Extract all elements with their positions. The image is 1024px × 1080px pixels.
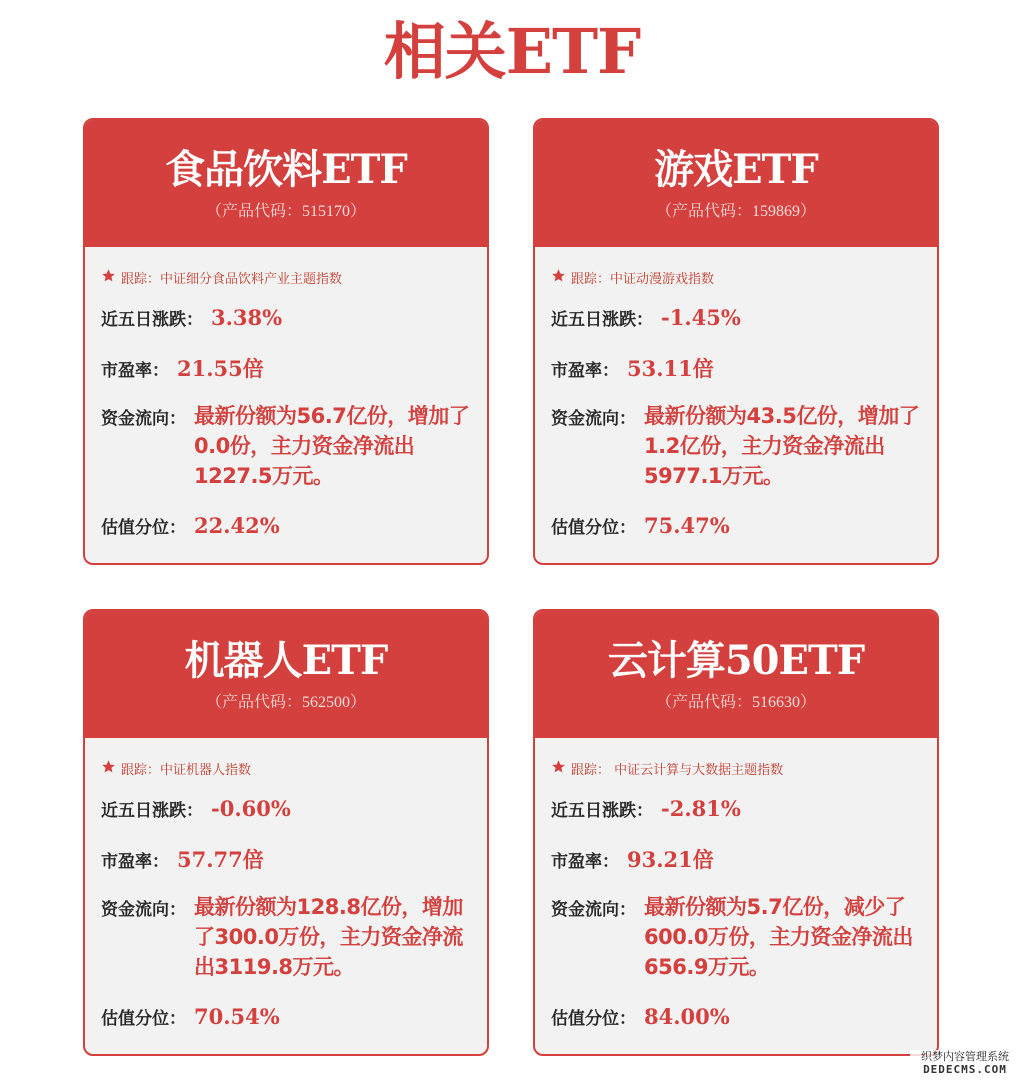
tracking-index-name: 中证动漫游戏指数 [610,271,715,287]
fund-flow-row [551,401,921,493]
five-day-change-value: -2.81% [661,796,741,821]
fund-flow-value: 最新份额为56.7亿份，增加了0.0份，主力资金净流出1227.5万元。 [194,404,470,488]
valuation-percentile-label: 估值分位： [101,1009,186,1029]
five-day-change-label: 近五日涨跌： [101,801,203,821]
star-icon [551,759,566,774]
fund-flow-value: 最新份额为5.7亿份，减少了600.0万份，主力资金净流出656.9万元。 [644,895,913,979]
pe-ratio-value: 57.77倍 [177,847,264,872]
card-body [85,738,487,1038]
pe-ratio-row [551,353,921,387]
card-header [535,120,937,247]
five-day-change-label: 近五日涨跌： [551,310,653,330]
card-header [85,120,487,247]
pe-ratio-label: 市盈率： [101,361,169,381]
fund-flow-row [551,892,921,984]
card-title: 机器人ETF [184,637,388,684]
star-icon [101,759,116,774]
fund-flow-value: 最新份额为43.5亿份，增加了1.2亿份，主力资金净流出5977.1万元。 [644,404,920,488]
watermark-title: 织梦内容管理系统 [921,1050,1009,1063]
card-header [85,611,487,738]
card-body [535,247,937,547]
five-day-change-value: -0.60% [211,796,291,821]
tracking-index [101,265,471,289]
tracking-index-name: 中证云计算与大数据主题指数 [610,762,784,778]
five-day-change-value: 3.38% [211,305,283,330]
tracking-label: 跟踪： [121,762,161,778]
pe-ratio-label: 市盈率： [551,361,619,381]
card-header [535,611,937,738]
five-day-change-row [101,796,471,830]
tracking-label: 跟踪： [571,762,611,778]
pe-ratio-row [551,844,921,878]
valuation-percentile-value: 22.42% [194,513,280,538]
pe-ratio-label: 市盈率： [101,852,169,872]
five-day-change-row [551,796,921,830]
tracking-label: 跟踪： [571,271,611,287]
five-day-change-value: -1.45% [661,305,741,330]
tracking-label: 跟踪： [121,271,161,287]
card-title: 游戏ETF [654,146,818,193]
fund-flow-row [101,401,471,493]
valuation-percentile-row [551,513,921,547]
valuation-percentile-row [101,1004,471,1038]
card-title: 食品饮料ETF [165,146,407,193]
valuation-percentile-label: 估值分位： [101,518,186,538]
valuation-percentile-value: 75.47% [644,513,730,538]
tracking-index [101,756,471,780]
valuation-percentile-value: 84.00% [644,1004,730,1029]
pe-ratio-row [101,353,471,387]
tracking-index [551,265,921,289]
tracking-index-name: 中证细分食品饮料产业主题指数 [160,271,343,287]
etf-card-food-beverage [83,118,489,565]
pe-ratio-label: 市盈率： [551,852,619,872]
card-body [85,247,487,547]
valuation-percentile-label: 估值分位： [551,1009,636,1029]
fund-flow-value: 最新份额为128.8亿份，增加了300.0万份，主力资金净流出3119.8万元。 [194,895,463,979]
valuation-percentile-row [101,513,471,547]
fund-flow-label: 资金流向： [551,409,636,429]
star-icon [101,268,116,283]
tracking-index [551,756,921,780]
valuation-percentile-label: 估值分位： [551,518,636,538]
valuation-percentile-value: 70.54% [194,1004,280,1029]
product-code: （产品代码：562500） [205,694,366,711]
card-title: 云计算50ETF [607,637,865,684]
card-body [535,738,937,1038]
product-code: （产品代码：159869） [655,203,816,220]
watermark [910,1050,1020,1076]
five-day-change-label: 近五日涨跌： [101,310,203,330]
pe-ratio-value: 53.11倍 [627,356,714,381]
etf-card-cloud-computing [533,609,939,1056]
pe-ratio-value: 21.55倍 [177,356,264,381]
fund-flow-label: 资金流向： [101,409,186,429]
product-code: （产品代码：515170） [205,203,366,220]
five-day-change-row [551,305,921,339]
five-day-change-label: 近五日涨跌： [551,801,653,821]
pe-ratio-row [101,844,471,878]
watermark-site: DEDECMS.COM [923,1063,1007,1076]
tracking-index-name: 中证机器人指数 [160,762,252,778]
product-code: （产品代码：516630） [655,694,816,711]
etf-card-robotics [83,609,489,1056]
fund-flow-label: 资金流向： [101,900,186,920]
fund-flow-row [101,892,471,984]
page-title: 相关ETF [383,15,641,88]
five-day-change-row [101,305,471,339]
pe-ratio-value: 93.21倍 [627,847,714,872]
star-icon [551,268,566,283]
etf-card-gaming [533,118,939,565]
fund-flow-label: 资金流向： [551,900,636,920]
valuation-percentile-row [551,1004,921,1038]
